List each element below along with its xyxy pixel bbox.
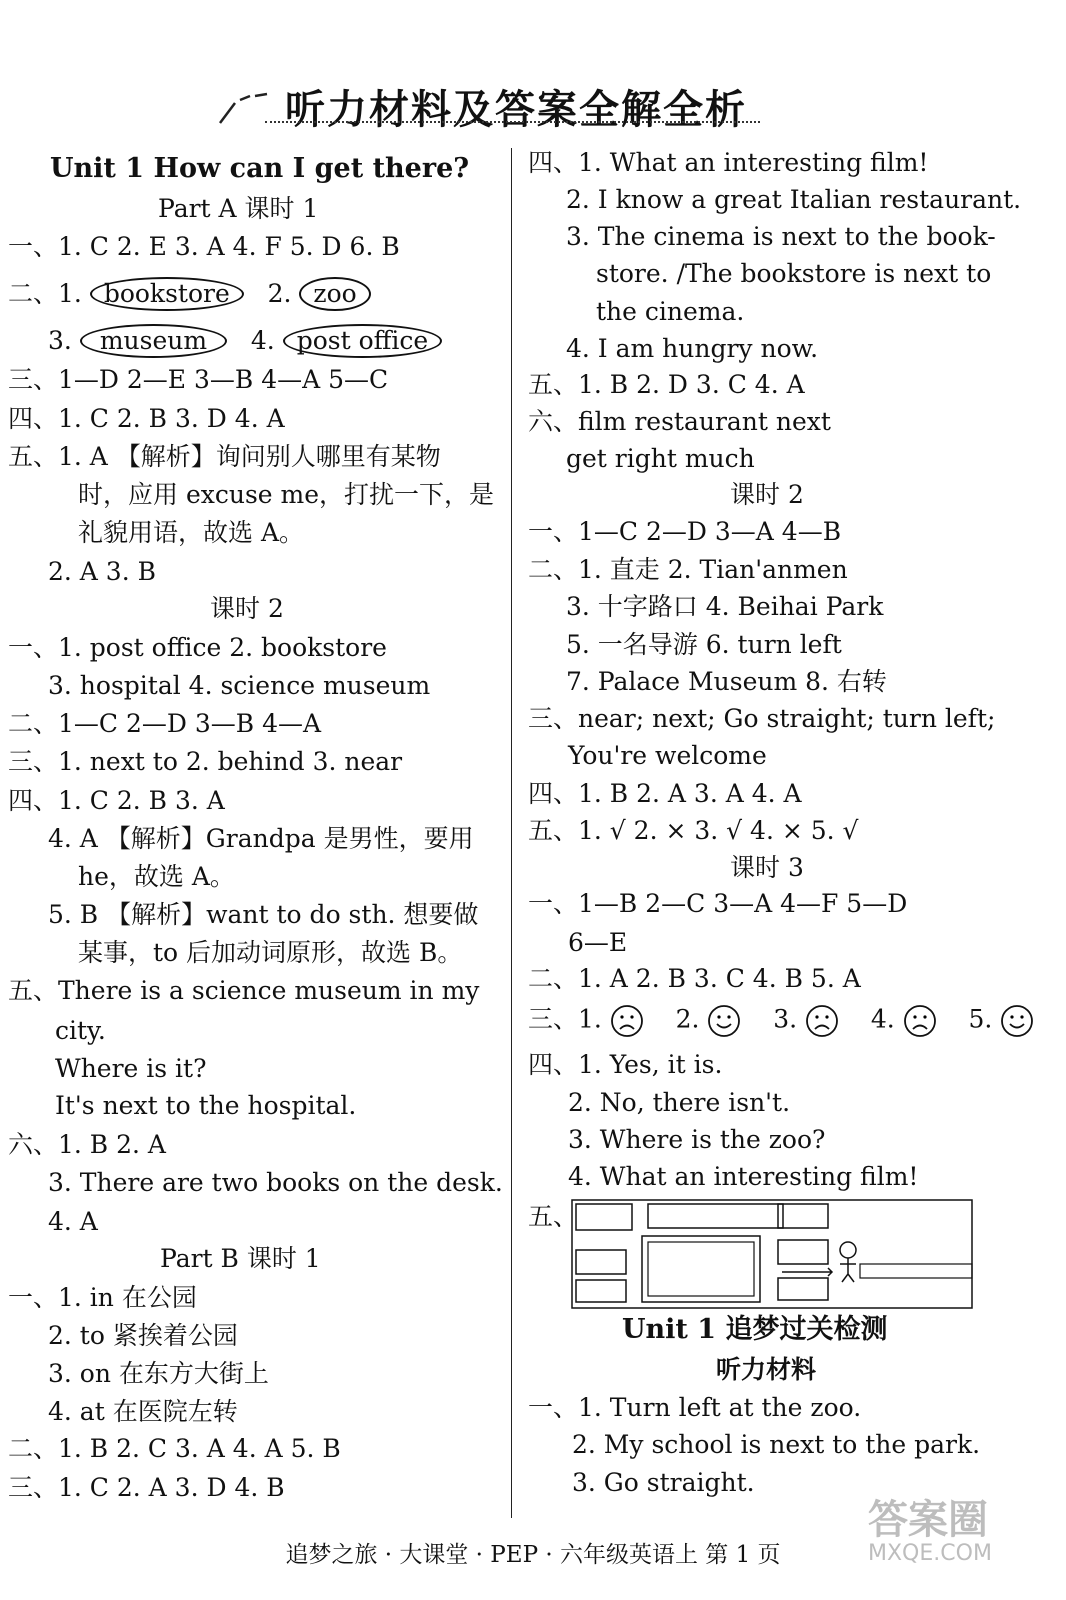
answer-line: 三、1—D 2—E 3—B 4—A 5—C [8, 365, 389, 394]
answer-line: 3. Go straight. [572, 1468, 755, 1497]
answer-line: 二、1. A 2. B 3. C 4. B 5. A [528, 964, 861, 993]
answer-line: the cinema. [596, 297, 745, 326]
watermark-url: MXQE.COM [868, 1541, 992, 1566]
page-footer: 追梦之旅 · 大课堂 · PEP · 六年级英语上 第 1 页 [285, 1542, 781, 1568]
answer-line: store. /The bookstore is next to [596, 259, 992, 288]
answer-line: 三、near; next; Go straight; turn left; [528, 704, 996, 733]
title-underline [265, 121, 760, 123]
answer-line: 7. Palace Museum 8. 右转 [566, 667, 887, 696]
answer-line: 5. 一名导游 6. turn left [566, 630, 842, 659]
answer-line: city. [55, 1016, 106, 1045]
answer-line: 2. No, there isn't. [568, 1088, 791, 1117]
page-title: 听力材料及答案全解全析 [285, 86, 747, 133]
decorative-strokes [215, 88, 275, 128]
answer-line [48, 324, 442, 358]
answer-label: 三、1. [528, 1004, 602, 1034]
unit-heading: Unit 1 How can I get there? [50, 153, 470, 184]
column-divider [511, 148, 512, 1518]
answer-label: 2. [267, 279, 292, 308]
answer-line: 4. at 在医院左转 [48, 1397, 238, 1426]
answer-line: 时，应用 excuse me，打扰一下，是 [78, 480, 495, 509]
answer-line: 3. Where is the zoo? [568, 1125, 826, 1154]
answer-line: 2. A 3. B [48, 557, 156, 586]
answer-line: 4. I am hungry now. [566, 334, 819, 363]
answer-line: 一、1—B 2—C 3—A 4—F 5—D [528, 889, 908, 918]
answer-line: 礼貌用语，故选 A。 [78, 518, 305, 547]
sad-face-icon [903, 1004, 937, 1038]
answer-line: 四、1. B 2. A 3. A 4. A [528, 779, 802, 808]
answer-line: 一、1. C 2. E 3. A 4. F 5. D 6. B [8, 232, 400, 261]
answer-line: 一、1. post office 2. bookstore [8, 633, 387, 662]
answer-line: 三、1. next to 2. behind 3. near [8, 747, 403, 776]
answer-line: 二、1—C 2—D 3—B 4—A [8, 709, 322, 738]
answer-line: 4. A [48, 1207, 98, 1236]
answer-line: 四、1. What an interesting film! [528, 148, 929, 177]
answer-line: Where is it? [55, 1054, 207, 1083]
answer-line: You're welcome [568, 741, 767, 770]
answer-line: 5. B 【解析】want to do sth. 想要做 [48, 900, 479, 929]
answer-line: 3. on 在东方大街上 [48, 1359, 269, 1388]
answer-line: 二、1. 直走 2. Tian'anmen [528, 555, 848, 584]
answer-line: 二、1. B 2. C 3. A 4. A 5. B [8, 1434, 341, 1463]
happy-face-icon [707, 1004, 741, 1038]
answer-line: get right much [566, 444, 755, 473]
section-heading: 课时 2 [210, 594, 284, 623]
sad-face-icon [610, 1004, 644, 1038]
answer-line: 四、1. C 2. B 3. A [8, 786, 225, 815]
answer-line: 2. My school is next to the park. [572, 1430, 981, 1459]
answer-line: 3. The cinema is next to the book- [566, 222, 996, 251]
answer-line: he，故选 A。 [78, 862, 235, 891]
answer-line: It's next to the hospital. [55, 1091, 357, 1120]
answer-label: 5. [968, 1004, 993, 1034]
answer-label: 二、1. [8, 279, 82, 308]
answer-line: 五、1. B 2. D 3. C 4. A [528, 370, 805, 399]
answer-line: 四、1. Yes, it is. [528, 1050, 723, 1079]
answer-line: 一、1—C 2—D 3—A 4—B [528, 517, 842, 546]
answer-line: 三、1. C 2. A 3. D 4. B [8, 1473, 285, 1502]
answer-label: 3. [773, 1004, 798, 1034]
answer-line [8, 277, 371, 311]
circled-answer: zoo [299, 277, 370, 311]
answer-line: 3. hospital 4. science museum [48, 671, 431, 700]
circled-answer: post office [283, 324, 442, 358]
section-heading: Part B 课时 1 [160, 1244, 321, 1273]
answer-line: 一、1. in 在公园 [8, 1283, 197, 1312]
watermark-logo [868, 1498, 992, 1566]
face-answers [528, 1004, 1034, 1038]
answer-line: 2. I know a great Italian restaurant. [566, 185, 1022, 214]
circled-answer: museum [80, 324, 227, 358]
happy-face-icon [1000, 1004, 1034, 1038]
answer-line: 2. to 紧挨着公园 [48, 1321, 238, 1350]
answer-line: 某事，to 后加动词原形，故选 B。 [78, 938, 463, 967]
section-heading: Part A 课时 1 [158, 194, 319, 223]
answer-line: 六、film restaurant next [528, 407, 831, 436]
answer-label: 4. [870, 1004, 895, 1034]
answer-line: 一、1. Turn left at the zoo. [528, 1393, 862, 1422]
answer-line: 四、1. C 2. B 3. D 4. A [8, 404, 285, 433]
watermark-title: 答案圈 [868, 1497, 988, 1543]
test-heading: Unit 1 追梦过关检测 [622, 1314, 888, 1345]
answer-label: 4. [250, 326, 275, 355]
answer-label: 3. [48, 326, 72, 355]
answer-label: 2. [675, 1004, 700, 1034]
sad-face-icon [805, 1004, 839, 1038]
answer-line: 五、There is a science museum in my [8, 976, 480, 1005]
circled-answer: bookstore [90, 277, 244, 311]
answer-line: 五、1. √ 2. × 3. √ 4. × 5. √ [528, 816, 859, 845]
answer-line: 6—E [568, 928, 628, 957]
answer-line: 4. A 【解析】Grandpa 是男性，要用 [48, 824, 474, 853]
answer-line: 4. What an interesting film! [568, 1162, 919, 1191]
answer-line: 六、1. B 2. A [8, 1130, 166, 1159]
section-heading: 课时 3 [730, 853, 804, 882]
answer-line: 五、 [528, 1202, 579, 1231]
answer-line: 五、1. A 【解析】询问别人哪里有某物 [8, 442, 441, 471]
answer-line: 3. 十字路口 4. Beihai Park [566, 592, 884, 621]
section-heading: 课时 2 [730, 480, 804, 509]
section-heading: 听力材料 [716, 1355, 817, 1384]
map-drawing [570, 1198, 975, 1310]
answer-line: 3. There are two books on the desk. [48, 1168, 503, 1197]
